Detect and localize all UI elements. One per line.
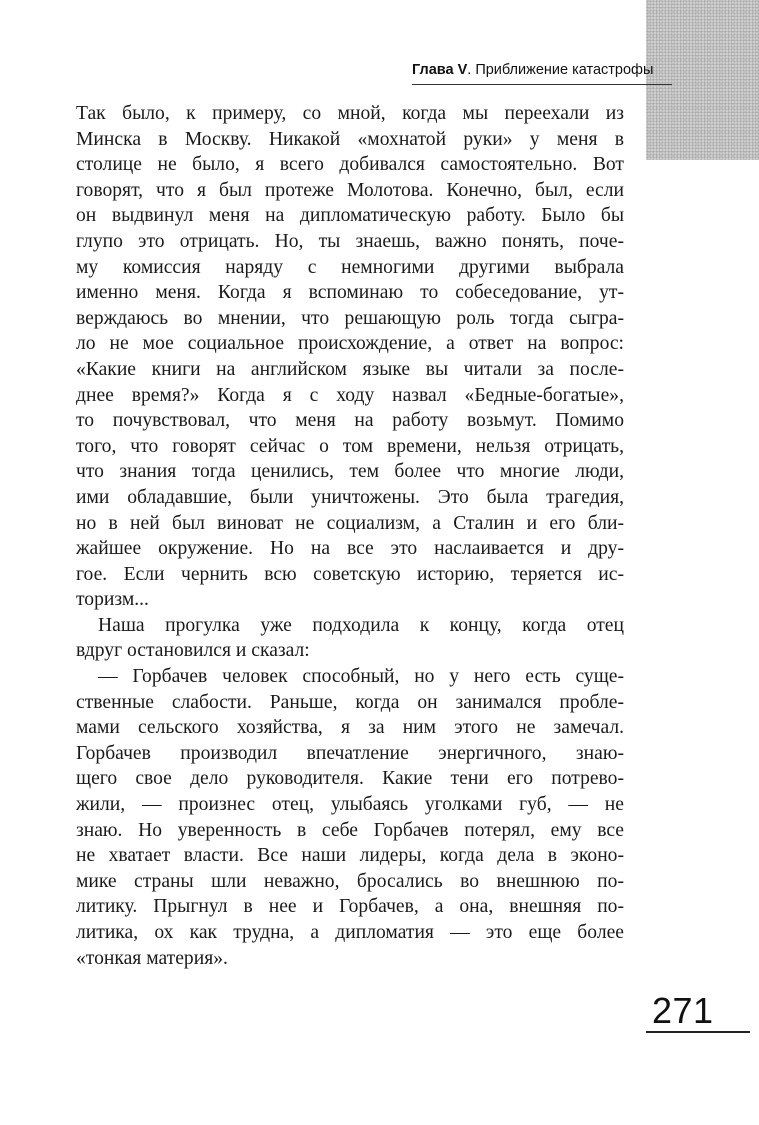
text-line: жили, — произнес отец, улыбаясь уголками губ, — не [76,794,624,816]
text-line: вдруг остановился и сказал: [76,640,310,662]
text-line: он выдвинул меня на дипломатическую работу. Было бы [76,205,624,227]
text-line: глупо это отрицать. Но, ты знаешь, важно понять, поче- [76,230,624,252]
text-line: «Какие книги на английском языке вы читали за после- [76,358,624,380]
body-text [76,101,624,971]
text-line: столице не было, я всего добивался самостоятельно. Вот [76,154,624,176]
text-line: литика, ох как трудна, а дипломатия — это еще более [76,922,624,943]
text-line: говорят, что я был протеже Молотова. Конечно, был, если [76,179,624,201]
text-line: щего свое дело руководителя. Какие тени его потрево- [76,768,624,790]
running-header [412,62,653,78]
text-line: не хватает власти. Все наши лидеры, когда дела в эконо- [76,845,624,867]
text-line: верждаюсь во мнении, что решающую роль тогда сыгра- [76,307,624,329]
text-line: мике страны шли неважно, бросались во внешнюю по- [76,870,624,892]
text-line: ими обладавшие, были уничтожены. Это была трагедия, [76,486,624,508]
text-line: что знания тогда ценились, тем более что многие люди, [76,461,624,483]
text-line: но в ней был виноват не социализм, а Сталин и его бли- [76,512,624,534]
text-line: того, что говорят сейчас о том времени, нельзя отрицать, [76,435,624,457]
text-line: Минска в Москву. Никакой «мохнатой руки» у меня в [76,128,624,150]
text-line: ло не мое социальное происхождение, а ответ на вопрос: [76,333,624,355]
text-line: литику. Прыгнул в нее и Горбачев, а она, внешняя по- [76,896,624,918]
page-number: 271 [652,990,714,1031]
text-line: днее время?» Когда я с ходу назвал «Бедные-богатые», [76,384,624,406]
text-line: Горбачев производил впечатление энергичного, знаю- [76,742,624,764]
text-line: гое. Если чернить всю советскую историю, теряется ис- [76,563,624,585]
text-line: «тонкая материя». [76,947,228,969]
chapter-label: Глава V [412,62,468,78]
text-line: Наша прогулка уже подходила к концу, когда отец [98,614,624,636]
text-line: именно меня. Когда я вспоминаю то собеседование, ут- [76,282,624,304]
scan-shading [646,0,759,160]
text-line: мами сельского хозяйства, я за ним этого не замечал. [76,717,624,739]
text-line: то почувствовал, что меня на работу возьмут. Помимо [76,410,624,432]
text-line: — Горбачев человек способный, но у него есть суще- [98,666,624,688]
page-number-rule [646,1031,750,1033]
text-line: жайшее окружение. Но на все это наслаивается и дру- [76,538,624,560]
text-line: ственные слабости. Раньше, когда он занимался пробле- [76,691,624,713]
text-line: му комиссия наряду с немногими другими выбрала [76,256,624,278]
header-rule [412,84,672,85]
text-line: Так было, к примеру, со мной, когда мы переехали из [76,103,624,124]
chapter-title: . Приближение катастрофы [467,62,654,78]
text-line: торизм... [76,589,149,611]
text-line: знаю. Но уверенность в себе Горбачев потерял, ему все [76,819,624,841]
